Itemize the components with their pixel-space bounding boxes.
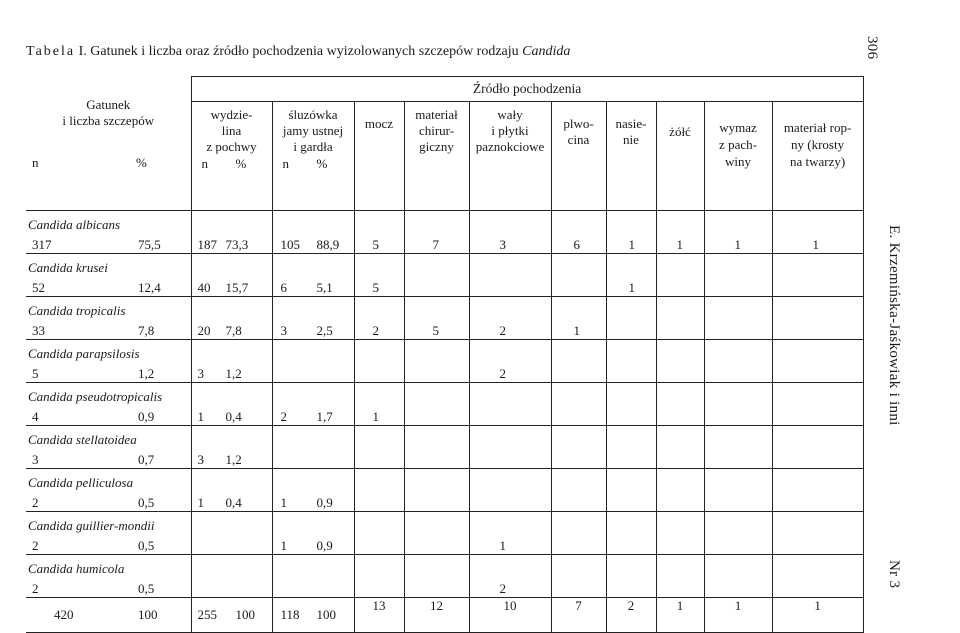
species-name: Candida humicola	[28, 561, 125, 576]
table-row	[26, 383, 863, 426]
species-cell	[26, 211, 191, 254]
count-pct: 0,5	[138, 538, 155, 553]
mat-cell	[404, 254, 469, 297]
plw-cell	[551, 555, 606, 598]
nas-cell	[606, 340, 656, 383]
rop-cell	[772, 297, 863, 340]
mat-cell	[404, 469, 469, 512]
header-group-row	[26, 77, 863, 102]
mat-cell	[404, 555, 469, 598]
source-group-header: Źródło pochodzenia	[191, 77, 863, 102]
wydzielina-cell: 1 0,4	[191, 383, 272, 426]
rop-cell	[772, 512, 863, 555]
species-cell	[26, 426, 191, 469]
species-name: Candida pelliculosa	[28, 475, 134, 490]
count-n: 2	[32, 495, 39, 510]
wym-cell	[704, 297, 772, 340]
table-row	[26, 512, 863, 555]
waly-cell	[469, 254, 551, 297]
table-row	[26, 555, 863, 598]
wydzielina-cell: 3 1,2	[191, 340, 272, 383]
isolates-table	[26, 76, 864, 633]
waly-cell: 2	[469, 297, 551, 340]
species-cell	[26, 383, 191, 426]
plw-cell	[551, 469, 606, 512]
species-cell	[26, 297, 191, 340]
wym-cell	[704, 426, 772, 469]
count-pct: 0,5	[138, 495, 155, 510]
mocz-cell	[354, 469, 404, 512]
plw-cell	[551, 426, 606, 469]
table-caption	[26, 44, 570, 60]
mat-cell: 5	[404, 297, 469, 340]
mat-cell	[404, 340, 469, 383]
species-name: Candida krusei	[28, 260, 108, 275]
mocz-cell: 2	[354, 297, 404, 340]
nasienie-header: nasie- nie	[606, 102, 656, 211]
species-cell	[26, 512, 191, 555]
nas-cell	[606, 426, 656, 469]
page-number: 306	[864, 36, 880, 60]
zolc-cell	[656, 426, 704, 469]
count-pct: 0,9	[138, 409, 155, 424]
sluzowka-cell	[272, 555, 354, 598]
waly-cell	[469, 469, 551, 512]
table-row	[26, 469, 863, 512]
species-cell	[26, 469, 191, 512]
species-name: Candida parapsilosis	[28, 346, 140, 361]
count-pct: 12,4	[138, 280, 161, 295]
zolc-cell	[656, 512, 704, 555]
running-author: E. Krzemińska-Jaśkowiak i inni	[886, 225, 902, 426]
plw-cell	[551, 254, 606, 297]
plw-cell: 6	[551, 211, 606, 254]
mat-cell: 7	[404, 211, 469, 254]
total-row: 420 100 255 100 118 100 13 12 10 7 2 1 1 1	[26, 598, 863, 633]
wym-cell	[704, 383, 772, 426]
sluzowka-cell: 3 2,5	[272, 297, 354, 340]
count-n: 3	[32, 452, 39, 467]
waly-cell	[469, 383, 551, 426]
wydzielina-cell	[191, 555, 272, 598]
mat-cell	[404, 383, 469, 426]
species-name: Candida tropicalis	[28, 303, 126, 318]
nas-cell	[606, 469, 656, 512]
material-chir-header: materiał chirur- giczny	[404, 102, 469, 211]
caption-genus: Candida	[522, 44, 571, 59]
plw-cell	[551, 512, 606, 555]
zolc-cell	[656, 297, 704, 340]
sluzowka-cell: 1 0,9	[272, 469, 354, 512]
sluzowka-cell	[272, 340, 354, 383]
sluzowka-cell: 1 0,9	[272, 512, 354, 555]
species-name: Candida pseudotropicalis	[28, 389, 163, 404]
species-name: Candida stellatoidea	[28, 432, 137, 447]
sluzowka-cell: 105 88,9	[272, 211, 354, 254]
waly-cell	[469, 426, 551, 469]
count-pct: 0,5	[138, 581, 155, 596]
species-cell	[26, 340, 191, 383]
count-n: 33	[32, 323, 45, 338]
nas-cell: 1	[606, 211, 656, 254]
wydzielina-cell: 3 1,2	[191, 426, 272, 469]
table-row	[26, 254, 863, 297]
mocz-header: mocz	[354, 102, 404, 211]
mocz-cell	[354, 340, 404, 383]
sluzowka-header: śluzówka jamy ustnej i gardła n %	[272, 102, 354, 211]
sluzowka-cell: 2 1,7	[272, 383, 354, 426]
waly-cell: 1	[469, 512, 551, 555]
wym-cell	[704, 340, 772, 383]
rop-cell	[772, 426, 863, 469]
wym-cell: 1	[704, 211, 772, 254]
species-cell	[26, 254, 191, 297]
zolc-cell	[656, 383, 704, 426]
count-n: 5	[32, 366, 39, 381]
caption-number: I.	[78, 44, 87, 59]
nas-cell	[606, 512, 656, 555]
nas-cell	[606, 383, 656, 426]
mat-cell	[404, 426, 469, 469]
material-rop-header: materiał rop- ny (krosty na twarzy)	[772, 102, 863, 211]
wydzielina-cell: 40 15,7	[191, 254, 272, 297]
mocz-cell: 5	[354, 254, 404, 297]
rop-cell: 1	[772, 211, 863, 254]
zolc-cell	[656, 254, 704, 297]
table-row	[26, 211, 863, 254]
species-name: Candida guillier-mondii	[28, 518, 155, 533]
wym-cell	[704, 512, 772, 555]
zolc-header: żółć	[656, 102, 704, 211]
nas-cell	[606, 297, 656, 340]
nas-cell: 1	[606, 254, 656, 297]
rop-cell	[772, 340, 863, 383]
table-row	[26, 340, 863, 383]
wydzielina-cell: 20 7,8	[191, 297, 272, 340]
wydzielina-cell	[191, 512, 272, 555]
wydzielina-header: wydzie- lina z pochwy n %	[191, 102, 272, 211]
wydzielina-cell: 1 0,4	[191, 469, 272, 512]
plw-cell	[551, 340, 606, 383]
species-cell	[26, 555, 191, 598]
count-n: 2	[32, 581, 39, 596]
sluzowka-cell	[272, 426, 354, 469]
mat-cell	[404, 512, 469, 555]
rop-cell	[772, 469, 863, 512]
waly-cell: 2	[469, 555, 551, 598]
count-pct: 75,5	[138, 237, 161, 252]
waly-cell: 2	[469, 340, 551, 383]
mocz-cell	[354, 555, 404, 598]
wym-cell	[704, 469, 772, 512]
wym-cell	[704, 555, 772, 598]
issue-number: Nr 3	[886, 560, 902, 589]
count-pct: 7,8	[138, 323, 155, 338]
zolc-cell	[656, 469, 704, 512]
waly-header: wały i płytki paznokciowe	[469, 102, 551, 211]
count-pct: 1,2	[138, 366, 155, 381]
zolc-cell: 1	[656, 211, 704, 254]
caption-text: Gatunek i liczba oraz źródło pochodzenia wyizolowanych szczepów rodzaju	[90, 44, 519, 59]
count-n: 52	[32, 280, 45, 295]
count-n: 4	[32, 409, 39, 424]
plw-cell	[551, 383, 606, 426]
nas-cell	[606, 555, 656, 598]
caption-label: Tabela	[26, 44, 76, 59]
wym-cell	[704, 254, 772, 297]
plwocina-header: plwo- cina	[551, 102, 606, 211]
zolc-cell	[656, 555, 704, 598]
rop-cell	[772, 555, 863, 598]
mocz-cell: 5	[354, 211, 404, 254]
wymaz-header: wymaz z pach- winy	[704, 102, 772, 211]
rop-cell	[772, 254, 863, 297]
table-row	[26, 426, 863, 469]
species-header: Gatunek i liczba szczepów n %	[26, 77, 191, 211]
mocz-cell	[354, 426, 404, 469]
zolc-cell	[656, 340, 704, 383]
table-row	[26, 297, 863, 340]
waly-cell: 3	[469, 211, 551, 254]
wydzielina-cell: 187 73,3	[191, 211, 272, 254]
species-name: Candida albicans	[28, 217, 121, 232]
count-n: 2	[32, 538, 39, 553]
mocz-cell	[354, 512, 404, 555]
count-pct: 0,7	[138, 452, 155, 467]
sluzowka-cell: 6 5,1	[272, 254, 354, 297]
plw-cell: 1	[551, 297, 606, 340]
mocz-cell: 1	[354, 383, 404, 426]
rop-cell	[772, 383, 863, 426]
count-n: 317	[32, 237, 52, 252]
